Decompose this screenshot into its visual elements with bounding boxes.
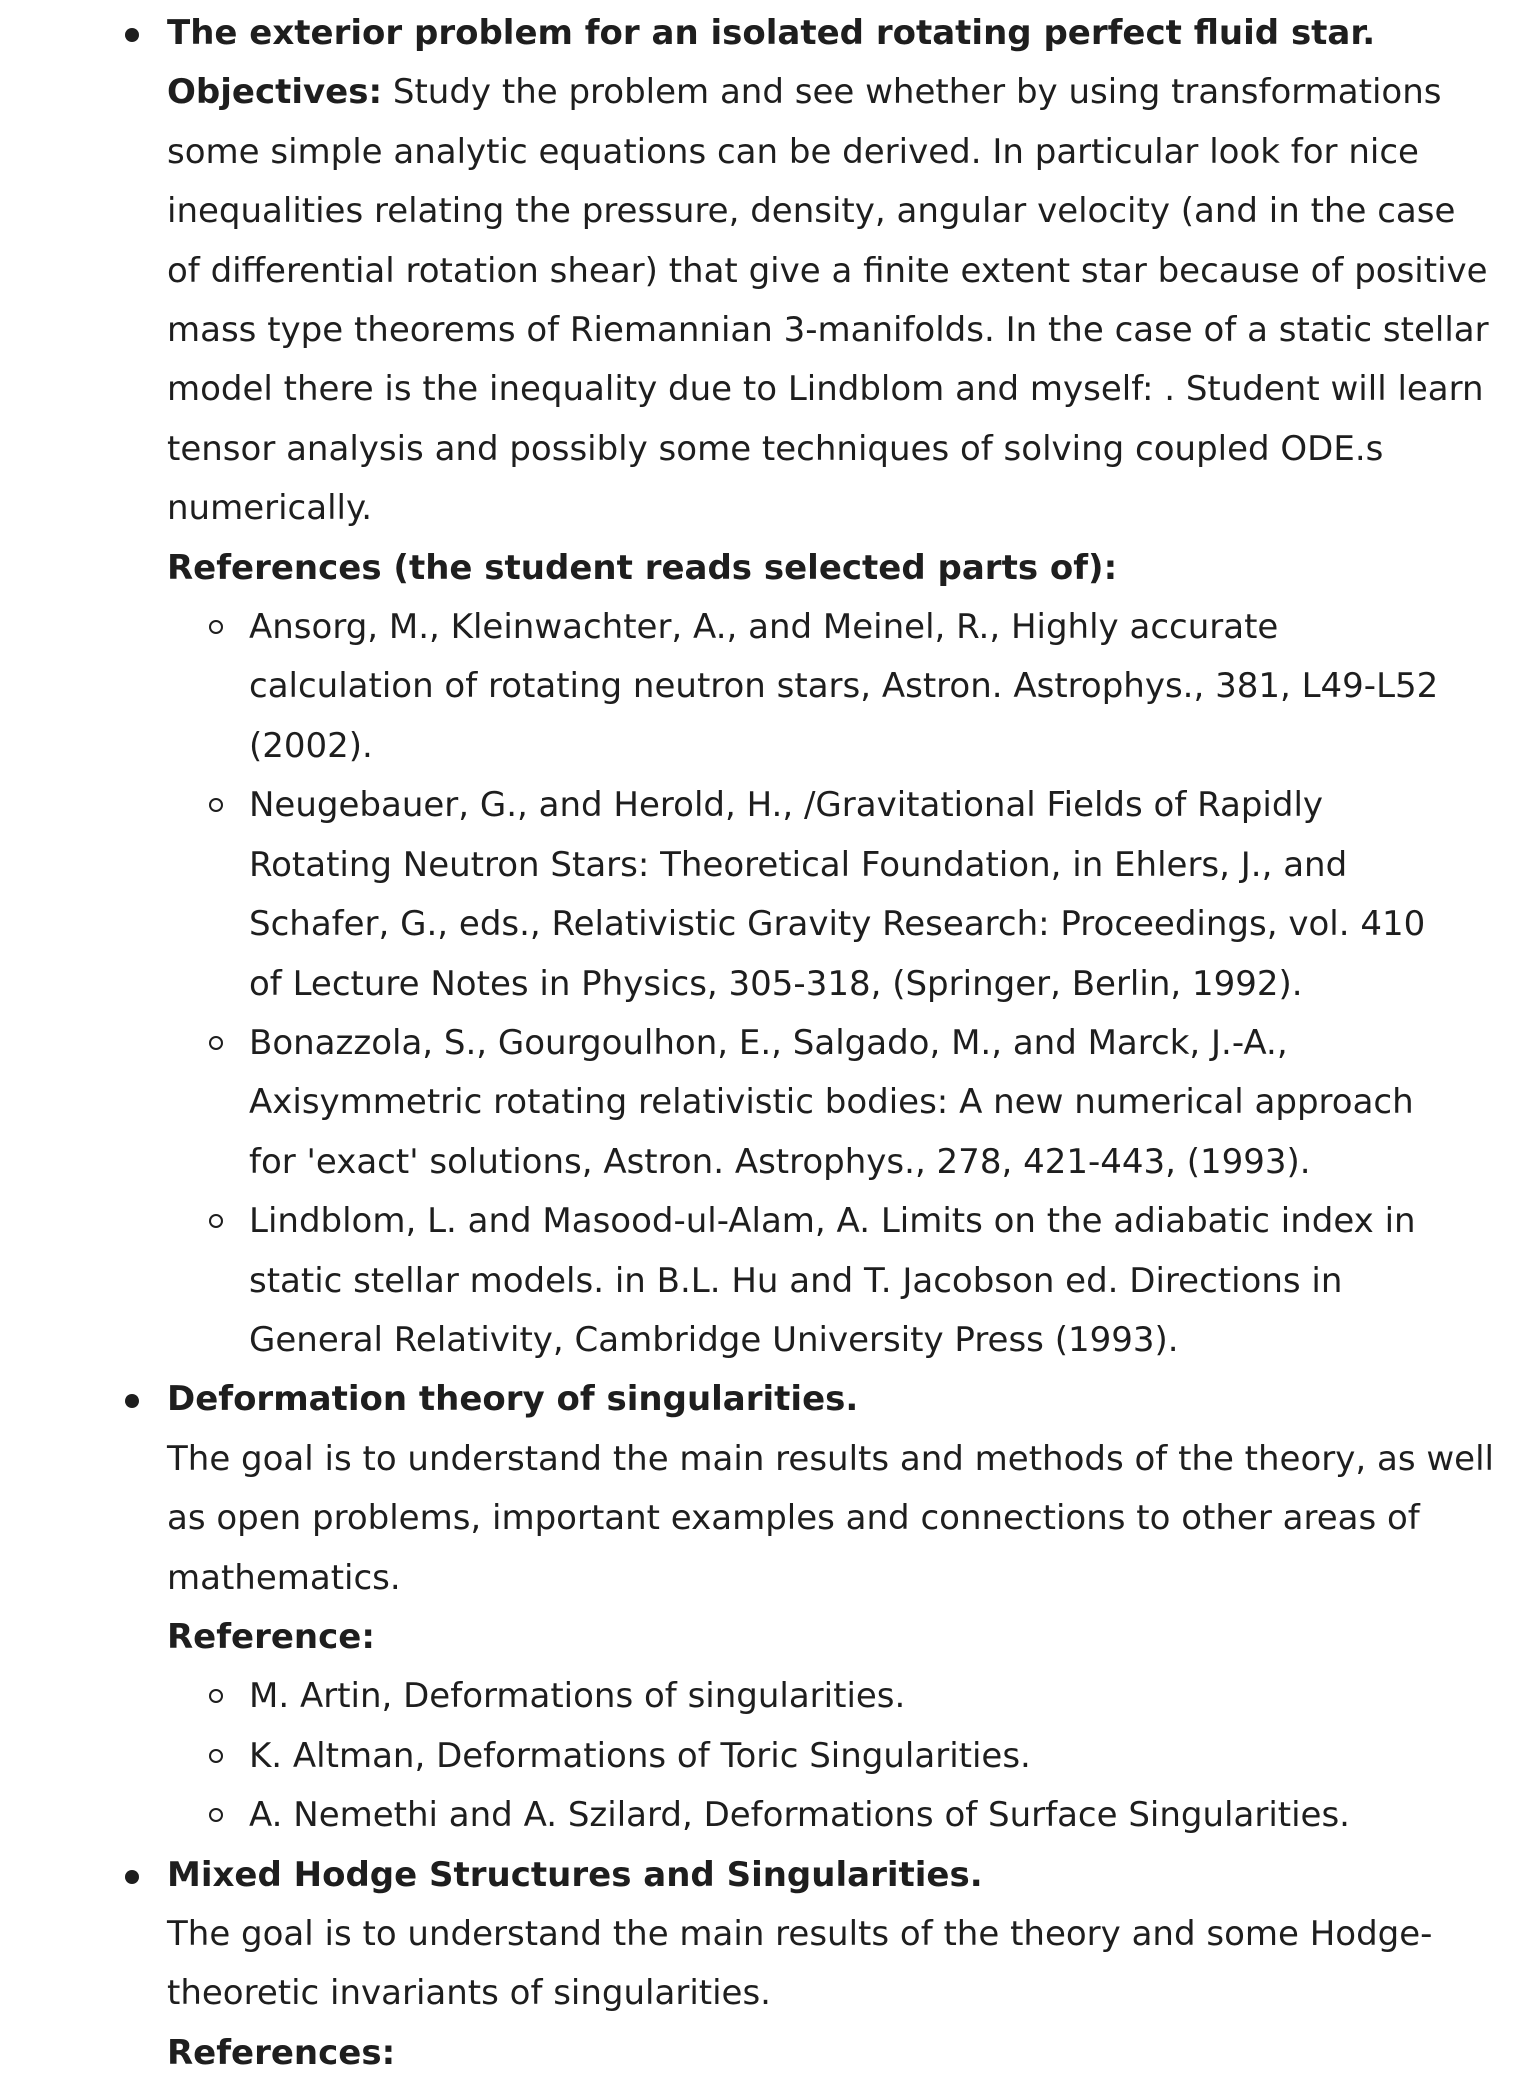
reference-item <box>167 1786 1496 1845</box>
reference-text: K. Altman, Deformations of Toric Singularities. <box>249 1735 1031 1776</box>
reference-item <box>167 598 1496 776</box>
topic-item <box>0 1370 1536 1845</box>
reference-item <box>167 1727 1496 1786</box>
reference-item <box>167 1667 1496 1726</box>
reference-list <box>167 598 1496 1370</box>
reference-item <box>167 1014 1496 1192</box>
objectives-label: Objectives: <box>167 72 383 113</box>
reference-list <box>167 1667 1496 1845</box>
circle-bullet-icon <box>209 1689 223 1703</box>
reference-item <box>167 776 1496 1014</box>
topic-title: The exterior problem for an isolated rotating perfect fluid star. <box>167 13 1376 53</box>
reference-text: Bonazzola, S., Gourgoulhon, E., Salgado, M., and Marck, J.-A., Axisymmetric rotating relativistic bodies: A new numerical approach for 'exact' solutions, Astron. Astrophys., 278, 421-443, (1993). <box>249 1022 1414 1182</box>
topic-list <box>0 4 1536 2083</box>
topic-title: Deformation theory of singularities. <box>167 1379 859 1420</box>
topic-objectives <box>167 63 1496 538</box>
objectives-text: Study the problem and see whether by using transformations some simple analytic equations can be derived. In particular look for nice inequalities relating the pressure, density, angular velocity (and in the case of differential rotation shear) that give a finite extent star because of positive mass type theorems of Riemannian 3-manifolds. In the case of a static stellar model there is the inequality due to Lindblom and myself: . Student will learn tensor analysis and possibly some techniques of solving coupled ODE.s numerically. <box>167 72 1489 529</box>
reference-text: Neugebauer, G., and Herold, H., /Gravitational Fields of Rapidly Rotating Neutron Stars: Theoretical Foundation, in Ehlers, J., and Schafer, G., eds., Relativistic Gravity Research: Proceedings, vol. 410 of Lecture Notes in Physics, 305-318, (Springer, Berlin, 1992). <box>249 785 1426 1004</box>
topic-item <box>0 4 1536 1370</box>
circle-bullet-icon <box>209 798 223 812</box>
topic-description: The goal is to understand the main results and methods of the theory, as well as open problems, important examples and connections to other areas of mathematics. <box>167 1438 1494 1598</box>
circle-bullet-icon <box>209 1036 223 1050</box>
references-heading: References (the student reads selected parts of): <box>167 547 1118 588</box>
circle-bullet-icon <box>209 620 223 634</box>
circle-bullet-icon <box>209 1749 223 1763</box>
topic-item <box>0 1846 1536 2083</box>
reference-item <box>167 1192 1496 1370</box>
reference-text: A. Nemethi and A. Szilard, Deformations of Surface Singularities. <box>249 1795 1350 1836</box>
topic-title: Mixed Hodge Structures and Singularities. <box>167 1854 983 1895</box>
bullet-icon <box>125 28 139 42</box>
topic-description: The goal is to understand the main results of the theory and some Hodge-theoretic invariants of singularities. <box>167 1914 1433 2014</box>
reference-text: M. Artin, Deformations of singularities. <box>249 1676 906 1717</box>
references-heading: Reference: <box>167 1616 375 1657</box>
bullet-icon <box>125 1870 139 1884</box>
reference-text: Lindblom, L. and Masood-ul-Alam, A. Limits on the adiabatic index in static stellar models. in B.L. Hu and T. Jacobson ed. Directions in General Relativity, Cambridge University Press (1993). <box>249 1201 1416 1360</box>
document-page <box>0 4 1536 2083</box>
circle-bullet-icon <box>209 1808 223 1822</box>
reference-text: Ansorg, M., Kleinwachter, A., and Meinel, R., Highly accurate calculation of rotating neutron stars, Astron. Astrophys., 381, L49-L52 (2002). <box>249 607 1439 766</box>
bullet-icon <box>125 1394 139 1408</box>
references-heading: References: <box>167 2032 396 2073</box>
circle-bullet-icon <box>209 1214 223 1228</box>
